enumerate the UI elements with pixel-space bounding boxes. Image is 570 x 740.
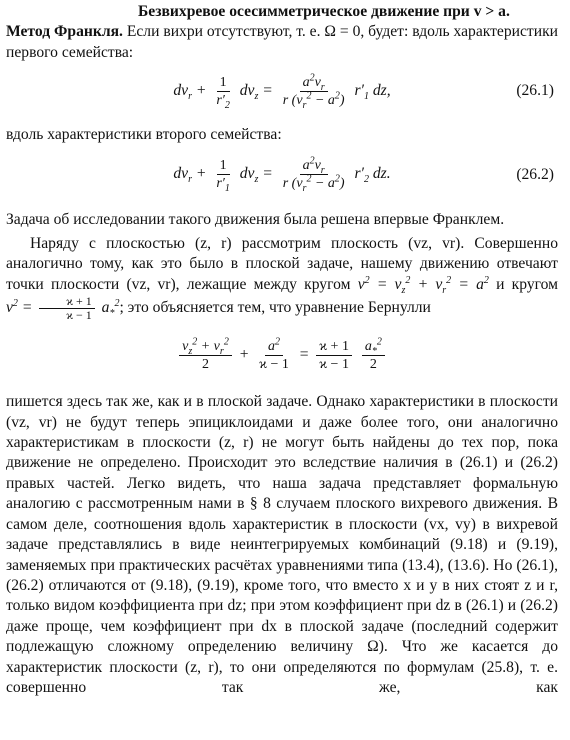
second-family-text: вдоль характеристики второго семейства: xyxy=(6,126,282,144)
book-page xyxy=(0,2,570,740)
circle-2-formula: $v^2$ = $\frac{ϰ + 1}{ϰ - 1}$ $a_*^2$ xyxy=(6,294,120,323)
bernoulli-equation xyxy=(6,322,558,388)
equation-26-2-body: $dv_r$ + $\frac{1}{r'_1}$ $dv_z$ = $\frac{a^2v_r}{r (v_r^2 - a^2)}$ $r'_2$ dz. xyxy=(173,155,391,194)
intro-paragraph xyxy=(6,22,558,63)
plane-paragraph xyxy=(6,234,558,322)
frankl-paragraph: Задача об исследовании такого движения была решена впервые Франклем. xyxy=(6,210,505,228)
method-label: Метод Франкля. xyxy=(6,23,123,41)
equation-26-2-number: (26.2) xyxy=(516,165,554,183)
section-title: Безвихревое осесимметрическое движение при v > a. xyxy=(138,3,510,20)
equation-26-1-body: $dv_r$ + $\frac{1}{r'_2}$ $dv_z$ = $\frac{a^2v_r}{r (v_r^2 - a^2)}$ $r'_1$ dz, xyxy=(173,72,391,111)
circle-1-formula: $v^2 = v_z^2 + v_r^2 = a^2$ xyxy=(357,274,489,296)
plane-paragraph-b: ; это объясняется тем, что уравнение Бернулли xyxy=(119,299,431,317)
equation-26-1 xyxy=(6,63,558,119)
intro-text: Если вихри отсутствуют, т. е. Ω = 0, будет: вдоль характеристики первого семейства: xyxy=(6,23,558,61)
plane-paragraph-a: Наряду с плоскостью (z, r) рассмотрим плоскость (vz, vr). Совершенно аналогично тому, как это было в плоской задаче, нашему движению отвечают точки плоскости (vz, vr), лежащие между кругом xyxy=(6,235,558,293)
characteristics-paragraph: пишется здесь так же, как и в плоской задаче. Однако характеристики в плоскости (vz, vr) не будут теперь эпициклоидами и даже более того, они аналогично характеристикам в плоскости (z, r) не могут быть найдены до тех пор, пока движение не определено. Происходит это вследствие наличия в (26.1) и (26.2) правых частей. Легко видеть, что наша задача представляет формальную аналогию с рассмотренным нами в § 8 случаем плоского вихревого движения. В самом деле, соотношения вдоль характеристик в плоскости (vx, vy) в вихревой задаче представлялись в виде неинтегрируемых комбинаций (9.18) и (9.19), заменяемых при практических расчётах уравнениями типа (13.4), (13.6). Но (26.1), (26.2) отличаются от (9.18), (9.19), кроме того, что вместо x и y в них стоят z и r, только видом коэффициента при dz; при этом коэффициент при dz в (26.1) и (26.2) даже проще, чем коэффициент при dx в плоской задаче (последний содержит подлежащую сложному определению величину Ω). Что же касается до характеристик плоскости (z, r), то они определяются по формулам (25.8), т. е. совершенно так же, как xyxy=(6,393,558,696)
equation-26-1-number: (26.1) xyxy=(516,82,554,100)
equation-26-2 xyxy=(6,146,558,204)
bernoulli-equation-body: $\frac{v_z^2 + v_r^2}{2}$ + $\frac{a^2}{ϰ - 1}$ = $\frac{ϰ + 1}{ϰ - 1}$ $\frac{a_*^2}{2}$ xyxy=(176,338,388,373)
section-heading xyxy=(6,2,558,22)
and-circle-text: и кругом xyxy=(496,275,558,293)
